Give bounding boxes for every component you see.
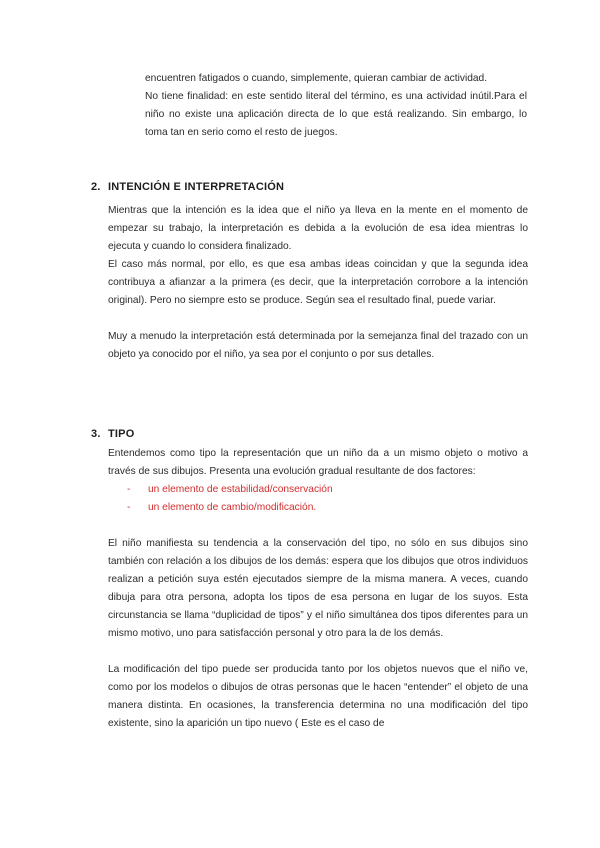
section-2-number: 2. [91, 181, 101, 193]
intro-paragraph-2: No tiene finalidad: en este sentido literal del término, es una actividad inútil.Para el niño no existe una aplicación directa de lo que está realizando. Sin embargo, lo toma tan en serio como el resto de juegos. [145, 91, 527, 138]
section-3-paragraph-3: La modificación del tipo puede ser producida tanto por los objetos nuevos que el niño ve, como por los modelos o dibujos de otras personas que le hacen “entender” el objeto de una manera distinta. En ocasiones, la transferencia determina no una modificación del tipo existente, sino la aparición un tipo nuevo ( Este es el caso de [108, 664, 528, 729]
section-3-body [108, 445, 528, 733]
list-dash: - [127, 502, 131, 513]
section-3-heading [91, 428, 134, 440]
list-item [108, 481, 528, 499]
section-2-heading [91, 181, 284, 193]
list-item-text: un elemento de estabilidad/conservación [148, 484, 333, 495]
section-2-body [108, 202, 528, 364]
section-2-paragraph-2: El caso más normal, por ello, es que esa ambas ideas coincidan y que la segunda idea contribuya a afianzar a la primera (es decir, que la interpretación corrobore a la intención original). Pero no siempre esto se produce. Según sea el resultado final, puede variar. [108, 259, 528, 306]
section-3-title: TIPO [108, 428, 135, 440]
list-dash: - [127, 484, 131, 495]
section-2-title: INTENCIÓN E INTERPRETACIÓN [108, 181, 285, 193]
section-3-paragraph-1: Entendemos como tipo la representación que un niño da a un mismo objeto o motivo a través de sus dibujos. Presenta una evolución gradual resultante de dos factores: [108, 448, 528, 477]
section-2-paragraph-1: Mientras que la intención es la idea que el niño ya lleva en la mente en el momento de empezar su trabajo, la interpretación es debida a la evolución de esa idea mientras lo ejecuta y cuando lo considera finalizado. [108, 205, 528, 252]
list-item [108, 499, 528, 517]
intro-paragraph-1: encuentren fatigados o cuando, simplemente, quieran cambiar de actividad. [145, 73, 488, 84]
list-item-text: un elemento de cambio/modificación. [148, 502, 317, 513]
intro-text-block [145, 70, 527, 142]
section-3-number: 3. [91, 428, 101, 440]
section-2-paragraph-3: Muy a menudo la interpretación está determinada por la semejanza final del trazado con un objeto ya conocido por el niño, ya sea por el conjunto o por sus detalles. [108, 331, 528, 360]
section-3-paragraph-2: El niño manifiesta su tendencia a la conservación del tipo, no sólo en sus dibujos sino también con relación a los dibujos de los demás: espera que los dibujos que otros individuos realizan a petición suya estén ejecutados siempre de la misma manera. A veces, cuando dibuja para otra persona, adopta los tipos de esa persona en lugar de los suyos. Esta circunstancia se llama “duplicidad de tipos” y el niño simultánea dos tipos diferentes para un mismo motivo, uno para satisfacción personal y otro para la de los demás. [108, 538, 528, 639]
factor-list [108, 481, 528, 517]
